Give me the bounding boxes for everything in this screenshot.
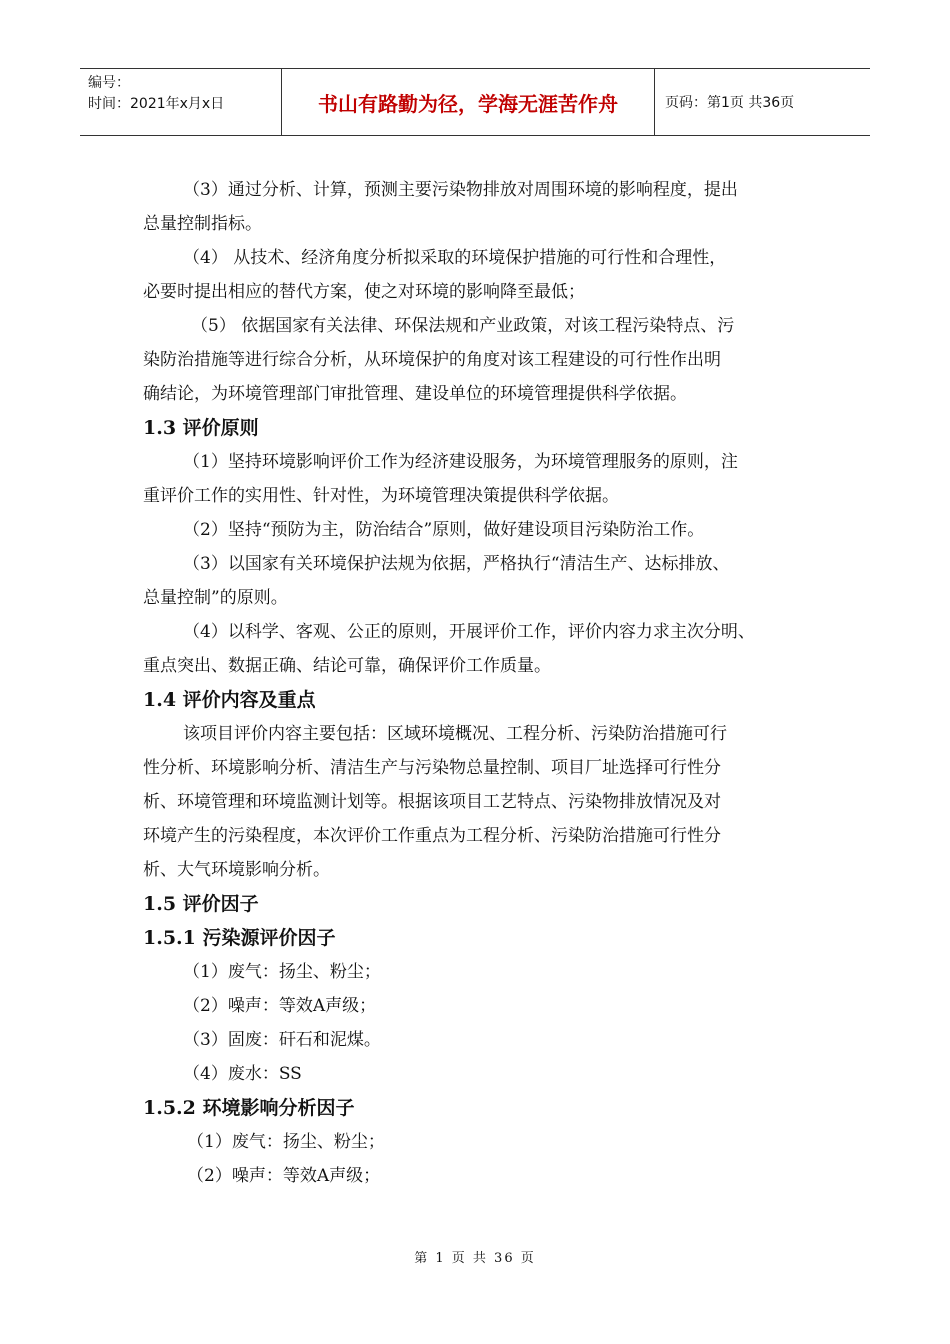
page-header — [80, 68, 870, 136]
paragraph-line: 该项目评价内容主要包括：区域环境概况、工程分析、污染防治措施可行 — [183, 724, 727, 744]
date-label: 时间：2021年x月x日 — [88, 96, 225, 112]
paragraph-line: 重评价工作的实用性、针对性，为环境管理决策提供科学依据。 — [143, 486, 619, 506]
paragraph-line: （5） 依据国家有关法律、环保法规和产业政策，对该工程污染特点、污 — [191, 316, 735, 336]
header-motto: 书山有路勤为径，学海无涯苦作舟 — [282, 69, 655, 135]
section-heading-1-5-2: 1.5.2 环境影响分析因子 — [143, 1097, 355, 1119]
page-footer: 第 1 页 共 36 页 — [414, 1251, 536, 1266]
list-item: （1）废气：扬尘、粉尘； — [183, 962, 381, 982]
paragraph-line: （3）通过分析、计算，预测主要污染物排放对周围环境的影响程度，提出 — [183, 180, 738, 200]
paragraph-line: 重点突出、数据正确、结论可靠，确保评价工作质量。 — [143, 656, 551, 676]
header-meta — [80, 69, 282, 135]
paragraph-line: 总量控制指标。 — [143, 214, 262, 234]
list-item: （4）废水：SS — [183, 1064, 302, 1084]
serial-label: 编号： — [88, 75, 130, 91]
paragraph-line: 析、环境管理和环境监测计划等。根据该项目工艺特点、污染物排放情况及对 — [143, 792, 721, 812]
list-item: （1）废气：扬尘、粉尘； — [187, 1132, 385, 1152]
header-page-info: 页码：第1页 共36页 — [665, 95, 795, 111]
paragraph-line: 环境产生的污染程度，本次评价工作重点为工程分析、污染防治措施可行性分 — [143, 826, 721, 846]
section-heading-1-4: 1.4 评价内容及重点 — [143, 689, 316, 711]
paragraph-line: （1）坚持环境影响评价工作为经济建设服务，为环境管理服务的原则，注 — [183, 452, 738, 472]
paragraph-line: 染防治措施等进行综合分析，从环境保护的角度对该工程建设的可行性作出明 — [143, 350, 721, 370]
paragraph-line: 确结论，为环境管理部门审批管理、建设单位的环境管理提供科学依据。 — [143, 384, 687, 404]
list-item: （3）固废：矸石和泥煤。 — [183, 1030, 381, 1050]
paragraph-line: 必要时提出相应的替代方案，使之对环境的影响降至最低； — [143, 282, 585, 302]
section-heading-1-5-1: 1.5.1 污染源评价因子 — [143, 927, 336, 949]
list-item: （2）噪声：等效A声级； — [187, 1166, 381, 1186]
section-heading-1-5: 1.5 评价因子 — [143, 893, 259, 915]
paragraph-line: （2）坚持“预防为主，防治结合”原则，做好建设项目污染防治工作。 — [183, 520, 705, 540]
section-heading-1-3: 1.3 评价原则 — [143, 417, 259, 439]
paragraph-line: 性分析、环境影响分析、清洁生产与污染物总量控制、项目厂址选择可行性分 — [143, 758, 721, 778]
paragraph-line: 析、大气环境影响分析。 — [143, 860, 330, 880]
paragraph-line: （4） 从技术、经济角度分析拟采取的环境保护措施的可行性和合理性， — [183, 248, 727, 268]
document-body — [143, 173, 813, 1193]
paragraph-line: （4）以科学、客观、公正的原则，开展评价工作，评价内容力求主次分明、 — [183, 622, 755, 642]
paragraph-line: 总量控制”的原则。 — [143, 588, 288, 608]
list-item: （2）噪声：等效A声级； — [183, 996, 377, 1016]
paragraph-line: （3）以国家有关环境保护法规为依据，严格执行“清洁生产、达标排放、 — [183, 554, 730, 574]
